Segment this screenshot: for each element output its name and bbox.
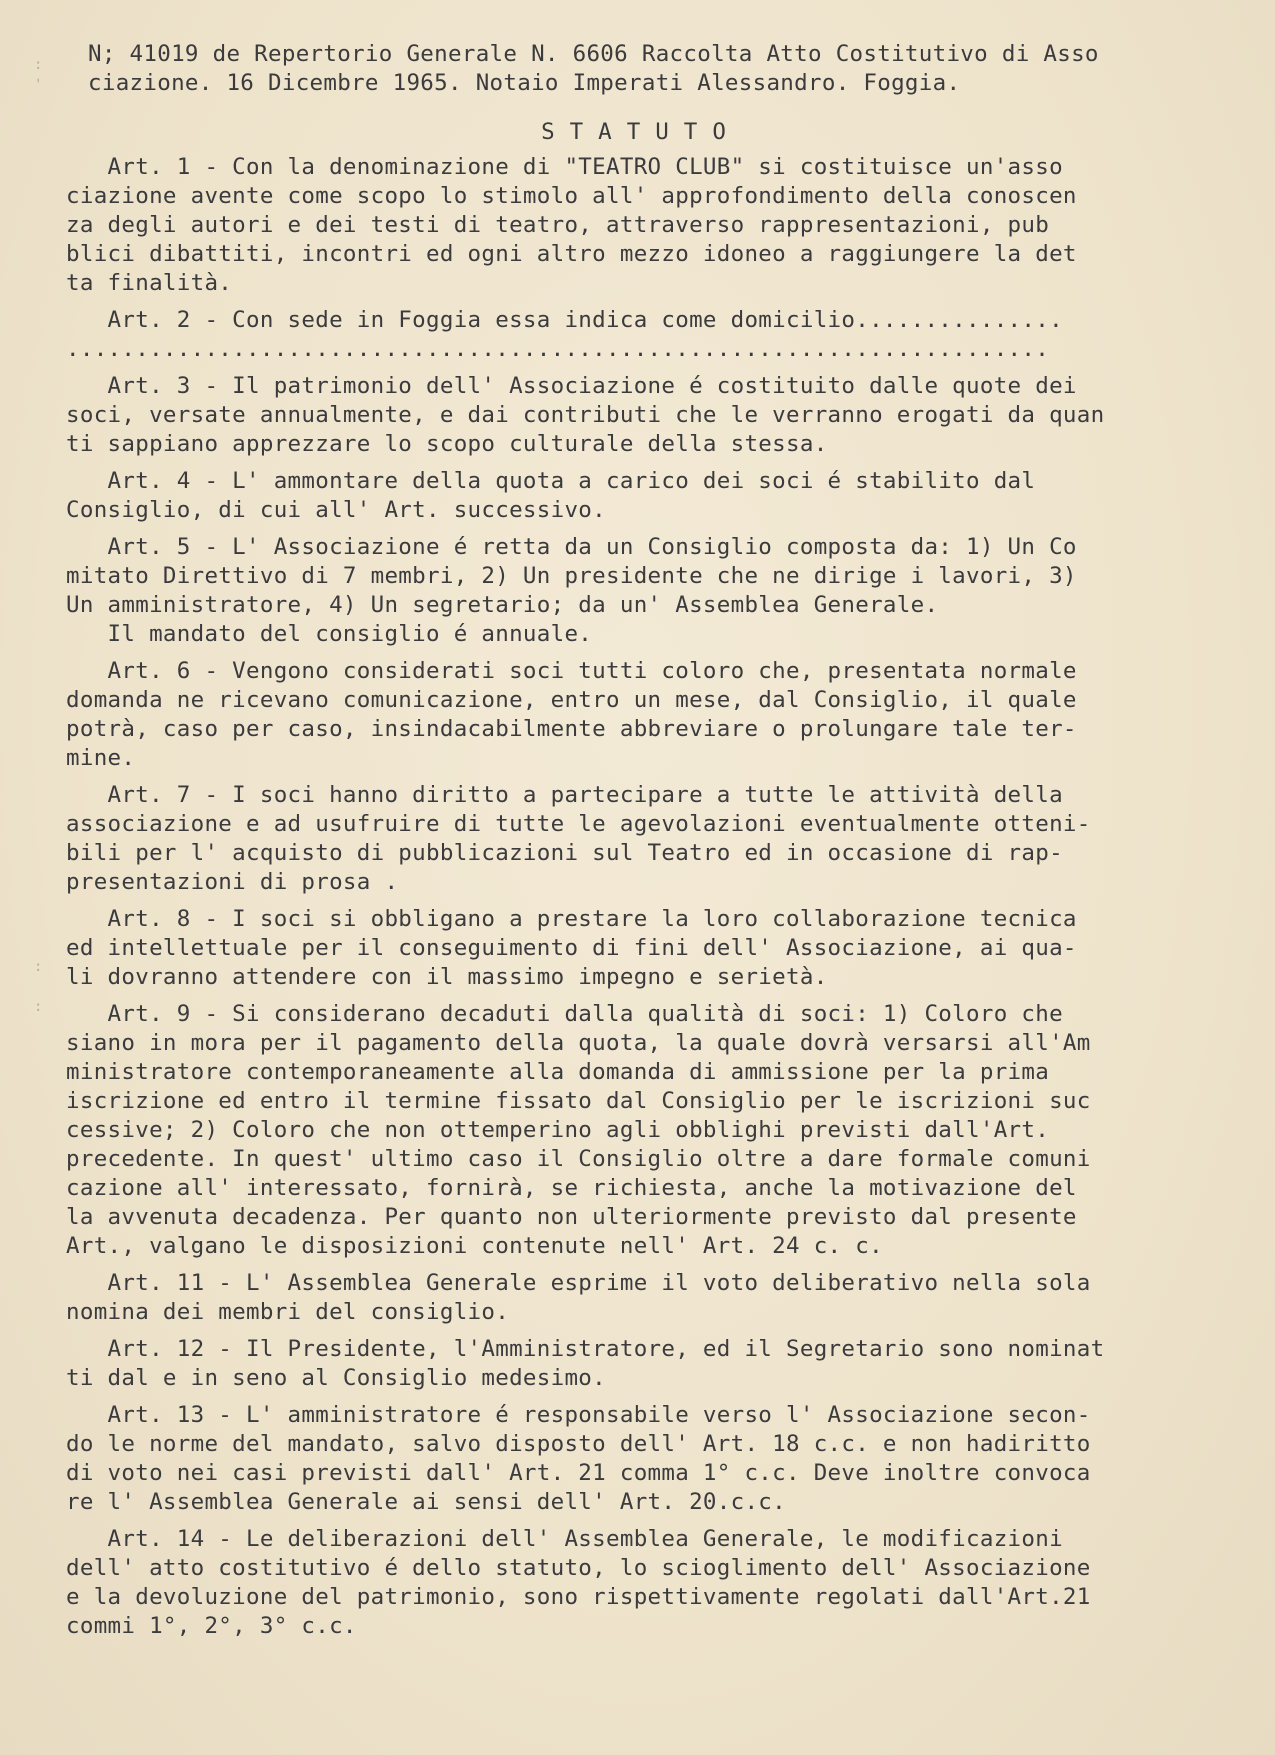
article-line: blici dibattiti, incontri ed ogni altro mezzo idoneo a raggiungere la det [66, 241, 1077, 267]
article-line: nomina dei membri del consiglio. [66, 1299, 510, 1325]
header-line: ciazione. 16 Dicembre 1965. Notaio Imperati Alessandro. Foggia. [88, 70, 961, 96]
article-line: mitato Direttivo di 7 membri, 2) Un presidente che ne dirige i lavori, 3) [66, 563, 1077, 589]
article-line: do le norme del mandato, salvo disposto dell' Art. 18 c.c. e non hadiritto [66, 1431, 1091, 1457]
statute-text [66, 40, 1216, 1641]
article-line: dell' atto costitutivo é dello statuto, lo scioglimento dell' Associazione [66, 1555, 1091, 1581]
article-line: Un amministratore, 4) Un segretario; da un' Assemblea Generale. [66, 592, 939, 618]
article-line: associazione e ad usufruire di tutte le agevolazioni eventualmente otteni- [66, 811, 1091, 837]
article-line: ta finalità. [66, 270, 233, 296]
article-line: ti sappiano apprezzare lo scopo culturale della stessa. [66, 431, 828, 457]
document-header [88, 40, 1216, 98]
article-8 [66, 905, 1216, 992]
article-5 [66, 533, 1216, 649]
article-14 [66, 1525, 1216, 1641]
article-11 [66, 1269, 1216, 1327]
article-line: Art. 14 - Le deliberazioni dell' Assemblea Generale, le modificazioni [66, 1526, 1063, 1552]
article-line: Consiglio, di cui all' Art. successivo. [66, 497, 606, 523]
article-3 [66, 372, 1216, 459]
article-line: soci, versate annualmente, e dai contributi che le verranno erogati da quan [66, 402, 1105, 428]
article-line: ciazione avente come scopo lo stimolo all' approfondimento della conoscen [66, 183, 1077, 209]
article-line: ed intellettuale per il conseguimento di fini dell' Associazione, ai qua- [66, 935, 1077, 961]
article-line: cessive; 2) Coloro che non ottemperino agli obblighi previsti dall'Art. [66, 1117, 1050, 1143]
article-line: ministratore contemporaneamente alla domanda di ammissione per la prima [66, 1059, 1050, 1085]
article-line: re l' Assemblea Generale ai sensi dell' Art. 20.c.c. [66, 1489, 786, 1515]
margin-mark: ' [34, 77, 43, 93]
article-line: Art. 6 - Vengono considerati soci tutti coloro che, presentata normale [66, 658, 1077, 684]
article-line: ti dal e in seno al Consiglio medesimo. [66, 1365, 606, 1391]
article-line: domanda ne ricevano comunicazione, entro un mese, dal Consiglio, il quale [66, 687, 1077, 713]
article-line: Art. 4 - L' ammontare della quota a carico dei soci é stabilito dal [66, 468, 1036, 494]
article-line: Art. 12 - Il Presidente, l'Amministratore, ed il Segretario sono nominat [66, 1336, 1105, 1362]
article-2 [66, 306, 1216, 364]
article-12 [66, 1335, 1216, 1393]
article-line: Art. 5 - L' Associazione é retta da un Consiglio composta da: 1) Un Co [66, 534, 1077, 560]
article-13 [66, 1401, 1216, 1517]
article-1 [66, 153, 1216, 298]
page-title: STATUTO [541, 119, 741, 145]
article-line: bili per l' acquisto di pubblicazioni sul Teatro ed in occasione di rap- [66, 840, 1063, 866]
article-line: Art. 1 - Con la denominazione di "TEATRO CLUB" si costituisce un'asso [66, 154, 1063, 180]
article-line: Art. 3 - Il patrimonio dell' Associazione é costituito dalle quote dei [66, 373, 1077, 399]
article-line: precedente. In quest' ultimo caso il Consiglio oltre a dare formale comuni [66, 1146, 1091, 1172]
article-line: Art. 11 - L' Assemblea Generale esprime il voto deliberativo nella sola [66, 1270, 1091, 1296]
article-line: Art. 7 - I soci hanno diritto a partecipare a tutte le attività della [66, 782, 1063, 808]
article-line: za degli autori e dei testi di teatro, attraverso rappresentazioni, pub [66, 212, 1050, 238]
article-4 [66, 467, 1216, 525]
article-9 [66, 1000, 1216, 1261]
articles-list [66, 153, 1216, 1641]
article-line: di voto nei casi previsti dall' Art. 21 comma 1° c.c. Deve inoltre convoca [66, 1460, 1091, 1486]
article-line: presentazioni di prosa . [66, 869, 399, 895]
article-7 [66, 781, 1216, 897]
article-line: potrà, caso per caso, insindacabilmente abbreviare o prolungare tale ter- [66, 716, 1077, 742]
header-line: N; 41019 de Repertorio Generale N. 6606 Raccolta Atto Costitutivo di Asso [88, 41, 1099, 67]
article-line: Il mandato del consiglio é annuale. [66, 621, 593, 647]
article-line: mine. [66, 745, 136, 771]
article-line: e la devoluzione del patrimonio, sono rispettivamente regolati dall'Art.21 [66, 1584, 1091, 1610]
article-line: li dovranno attendere con il massimo impegno e serietà. [66, 964, 828, 990]
article-line: iscrizione ed entro il termine fissato dal Consiglio per le iscrizioni suc [66, 1088, 1091, 1114]
article-line: Art. 2 - Con sede in Foggia essa indica come domicilio............... [66, 307, 1063, 333]
margin-mark: : [34, 959, 43, 975]
margin-mark: : [34, 57, 43, 73]
article-line: siano in mora per il pagamento della quota, la quale dovrà versarsi all'Am [66, 1030, 1091, 1056]
article-line: ....................................................................... [66, 336, 1050, 362]
article-line: Art. 8 - I soci si obbligano a prestare la loro collaborazione tecnica [66, 906, 1077, 932]
article-line: Art., valgano le disposizioni contenute nell' Art. 24 c. c. [66, 1233, 883, 1259]
article-line: Art. 13 - L' amministratore é responsabile verso l' Associazione secon- [66, 1402, 1091, 1428]
article-line: cazione all' interessato, fornirà, se richiesta, anche la motivazione del [66, 1175, 1077, 1201]
article-line: commi 1°, 2°, 3° c.c. [66, 1613, 357, 1639]
article-line: Art. 9 - Si considerano decaduti dalla qualità di soci: 1) Coloro che [66, 1001, 1063, 1027]
article-6 [66, 657, 1216, 773]
margin-mark: : [34, 999, 43, 1015]
article-line: la avvenuta decadenza. Per quanto non ulteriormente previsto dal presente [66, 1204, 1077, 1230]
